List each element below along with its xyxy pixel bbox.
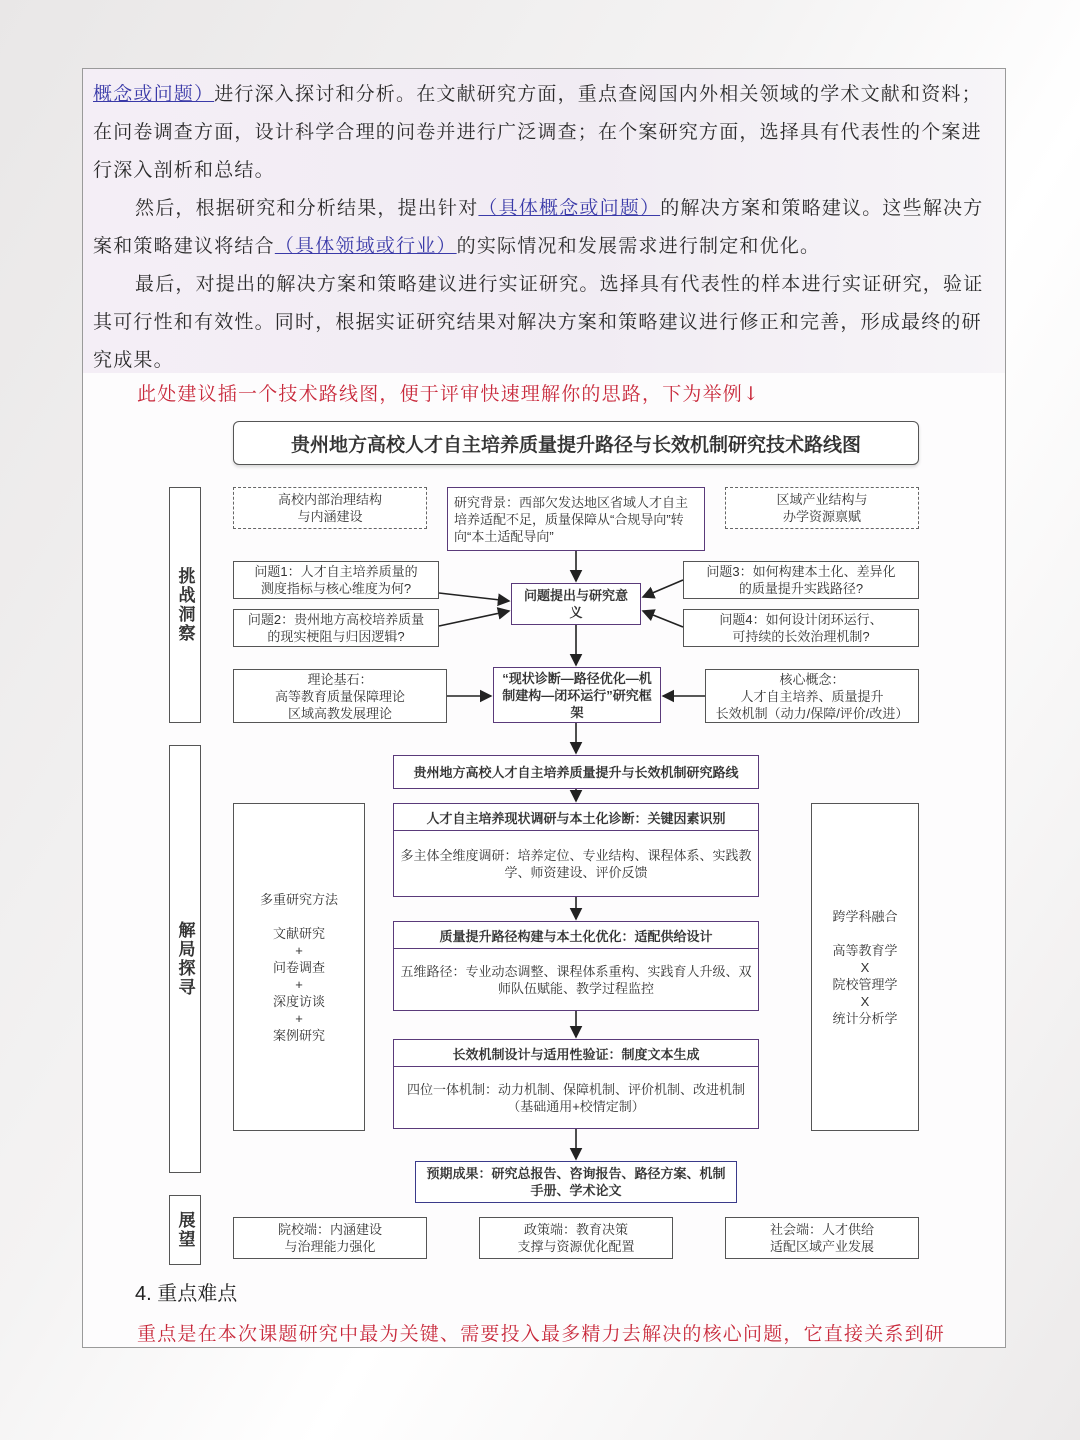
problem-statement-box: 问题提出与研究意义 (511, 583, 641, 625)
framework-box: “现状诊断—路径优化—机制建构—闭环运行”研究框架 (493, 667, 661, 723)
stage-1-head: 人才自主培养现状调研与本土化诊断：关键因素识别 (394, 804, 758, 831)
question-3-box: 问题3：如何构建本土化、差异化 的质量提升实践路径? (683, 561, 919, 599)
stage-3-body: 四位一体机制：动力机制、保障机制、评价机制、改进机制 （基础通用+校情定制） (406, 1082, 745, 1114)
outlook-society-box: 社会端：人才供给 适配区域产业发展 (725, 1217, 919, 1259)
outcome-box: 预期成果：研究总报告、咨询报告、路径方案、机制手册、学术论文 (415, 1161, 737, 1203)
methods-box: 多重研究方法 文献研究 + 问卷调查 + 深度访谈 + 案例研究 (233, 803, 365, 1131)
paragraph-2: 然后，根据研究和分析结果，提出针对（具体概念或问题）的解决方案和策略建议。这些解决方案和策略建议将结合（具体领域或行业）的实际情况和发展需求进行制定和优化。 (93, 197, 984, 257)
background-box: 研究背景：西部欠发达地区省域人才自主培养适配不足，质量保障从“合规导向”转向“本土适配导向” (447, 487, 705, 551)
stage-3-head: 长效机制设计与适用性验证：制度文本生成 (394, 1040, 758, 1067)
paragraph-1: 概念或问题）进行深入探讨和分析。在文献研究方面，重点查阅国内外相关领域的学术文献和资料；在问卷调查方面，设计科学合理的问卷并进行广泛调查；在个案研究方面，选择具有代表性的个案进行深入剖析和总结。 (93, 83, 982, 181)
placeholder-link-field: （具体领域或行业） (274, 235, 457, 257)
theory-box: 理论基石： 高等教育质量保障理论 区域高教发展理论 (233, 669, 447, 723)
question-4-box: 问题4：如何设计闭环运行、 可持续的长效治理机制? (683, 609, 919, 647)
stage-2-body: 五维路径：专业动态调整、课程体系重构、实践育人升级、双师队伍赋能、教学过程监控 (400, 964, 752, 996)
section-heading-key-difficulties: 4. 重点难点 (135, 1283, 238, 1305)
outlook-institution-box: 院校端：内涵建设 与治理能力强化 (233, 1217, 427, 1259)
question-2-box: 问题2：贵州地方高校培养质量 的现实梗阻与归因逻辑? (233, 609, 439, 647)
research-route-box: 贵州地方高校人才自主培养质量提升与长效机制研究路线 (393, 755, 759, 789)
side-label-solution: 解局探寻 (169, 745, 201, 1173)
side-label-challenge: 挑战洞察 (169, 487, 201, 723)
placeholder-link-concept-2: （具体概念或问题） (478, 197, 661, 219)
paragraph-3: 最后，对提出的解决方案和策略建议进行实证研究。选择具有代表性的样本进行实证研究，验证其可行性和有效性。同时，根据实证研究结果对解决方案和策略建议进行修正和完善，形成最终的研究成果。 (93, 273, 984, 371)
placeholder-link-concept: 概念或问题） (93, 83, 215, 105)
key-point-text: 重点是在本次课题研究中最为关键、需要投入最多精力去解决的核心问题，它直接关系到研 (137, 1323, 946, 1345)
diagram-title: 贵州地方高校人才自主培养质量提升路径与长效机制研究技术路线图 (233, 421, 919, 465)
stage-2-head: 质量提升路径构建与本土化优化：适配供给设计 (394, 922, 758, 949)
question-1-box: 问题1：人才自主培养质量的 测度指标与核心维度为何? (233, 561, 439, 599)
side-label-outlook: 展望 (169, 1195, 201, 1265)
concepts-box: 核心概念： 人才自主培养、质量提升 长效机制（动力/保障/评价/改进） (705, 669, 919, 723)
stage-1-body: 多主体全维度调研：培养定位、专业结构、课程体系、实践教学、师资建设、评价反馈 (400, 848, 752, 880)
industry-box: 区域产业结构与 办学资源禀赋 (725, 487, 919, 529)
diagram-arrows (83, 69, 1006, 1348)
document-page (82, 68, 1006, 1348)
outlook-policy-box: 政策端：教育决策 支撑与资源优化配置 (479, 1217, 673, 1259)
governance-box: 高校内部治理结构 与内涵建设 (233, 487, 427, 529)
suggestion-note: 此处建议插一个技术路线图，便于评审快速理解你的思路，下为举例↓ (137, 383, 761, 405)
disciplines-box: 跨学科融合 高等教育学 X 院校管理学 X 统计分析学 (811, 803, 919, 1131)
